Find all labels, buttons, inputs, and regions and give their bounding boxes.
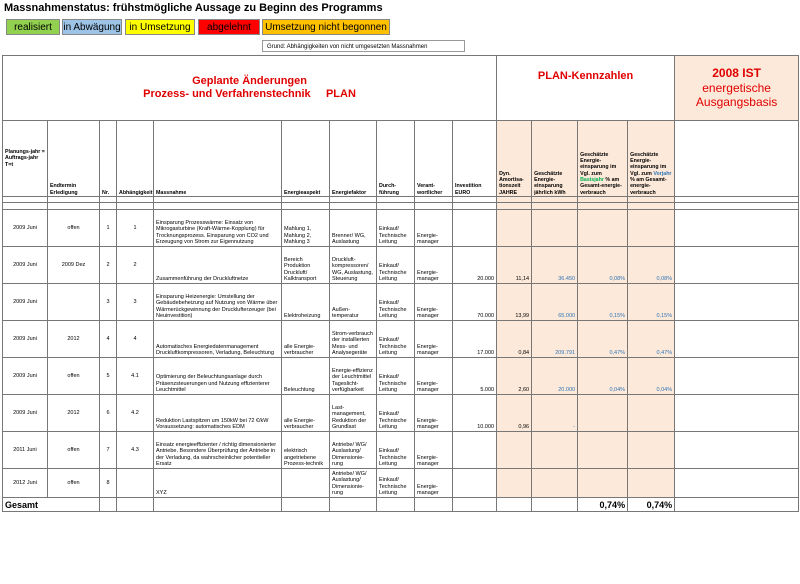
cell-energiefaktor: Druckluft-kompressoren/ WG, Auslastung, Steuerung: [330, 247, 377, 284]
cell-energiefaktor: Antriebe/ WG/ Auslastung/ Dimensionie-rung: [330, 432, 377, 469]
cell-massnahme: Einsparung Heizenergie: Umstellung der Gebäudebeheizung auf Nutzung von Wärme über Wärmerückgewinnung der Drucklufterzeuger (bei Neuinvestition): [154, 284, 282, 321]
cell-endtermin: [48, 284, 100, 321]
table-row: [3, 284, 799, 321]
cell-energieaspekt: Bereich Produktion Druckluft/ Kalktransport: [282, 247, 330, 284]
total-label: Gesamt: [3, 498, 100, 512]
reason-note: Grund: Abhängigkeiten von nicht umgesetzten Massnahmen: [262, 40, 465, 52]
kpi-title: PLAN-Kennzahlen: [537, 70, 634, 82]
col-vorjahr: [628, 121, 675, 197]
page-title: Massnahmenstatus: frühstmögliche Aussage zu Beginn des Programms: [4, 2, 383, 14]
cell-ist: [675, 247, 799, 284]
cell-planungsjahr: 2009 Juni: [3, 321, 48, 358]
col-investition: Investition EURO: [453, 121, 497, 197]
cell-planungsjahr: 2009 Juni: [3, 210, 48, 247]
cell-verantwortlicher: Energie-manager: [415, 432, 453, 469]
cell-energiefaktor: Brenner/ WG, Auslastung: [330, 210, 377, 247]
cell-einsparung: [532, 432, 578, 469]
cell-ist: [675, 469, 799, 498]
ist-header: [675, 56, 799, 121]
total-basis: 0,74%: [578, 498, 628, 512]
cell-abhaengigkeit: 4: [117, 321, 154, 358]
cell-energiefaktor: Strom-verbrauch der installierten Mess- und Analysegeräte: [330, 321, 377, 358]
cell-amortisation: [497, 469, 532, 498]
cell-energieaspekt: alle Energie-verbraucher: [282, 321, 330, 358]
ist-line1: 2008 IST: [712, 66, 761, 81]
cell-planungsjahr: 2009 Juni: [3, 395, 48, 432]
col-abhaengigkeit: Abhängigkeit: [117, 121, 154, 197]
col-einsparung: Geschätzte Energie-einsparung jährlich kWh: [532, 121, 578, 197]
cell-basisjahr: [578, 469, 628, 498]
col-basisjahr-pre: Geschätzte Energie-einsparung im Vgl. zum: [580, 151, 617, 177]
cell-endtermin: 2012: [48, 321, 100, 358]
cell-nr: 8: [100, 469, 117, 498]
cell-energieaspekt: [282, 469, 330, 498]
cell-investition: [453, 469, 497, 498]
col-vorjahr-pre: Geschätzte Energie-einsparung im Vgl. zum: [630, 151, 667, 177]
cell-investition: 20.000: [453, 247, 497, 284]
cell-basisjahr: 0,04%: [578, 358, 628, 395]
cell-nr: 4: [100, 321, 117, 358]
cell-abhaengigkeit: 3: [117, 284, 154, 321]
col-vorjahr-post: % am Gesamt-energie-verbrauch: [630, 176, 667, 196]
cell-einsparung: 20.000: [532, 358, 578, 395]
plan-header: [3, 56, 497, 121]
col-basisjahr-post: % am Gesamt-energie-verbrauch: [580, 176, 622, 196]
cell-investition: [453, 432, 497, 469]
cell-durchfuehrung: Einkauf/ Technische Leitung: [377, 358, 415, 395]
cell-basisjahr: [578, 395, 628, 432]
cell-durchfuehrung: Einkauf/ Technische Leitung: [377, 247, 415, 284]
table-row: [3, 395, 799, 432]
cell-amortisation: 13,99: [497, 284, 532, 321]
cell-investition: 5.000: [453, 358, 497, 395]
col-nr: Nr.: [100, 121, 117, 197]
cell-nr: 7: [100, 432, 117, 469]
col-energieaspekt: Energieaspekt: [282, 121, 330, 197]
cell-ist: [675, 210, 799, 247]
cell-durchfuehrung: Einkauf/ Technische Leitung: [377, 469, 415, 498]
cell-vorjahr: 0,08%: [628, 247, 675, 284]
cell-verantwortlicher: Energie-manager: [415, 469, 453, 498]
col-verantwortlicher: Verant-wortlicher: [415, 121, 453, 197]
cell-nr: 1: [100, 210, 117, 247]
cell-basisjahr: 0,47%: [578, 321, 628, 358]
cell-basisjahr: 0,15%: [578, 284, 628, 321]
cell-endtermin: 2012: [48, 395, 100, 432]
table-row: [3, 321, 799, 358]
cell-ist: [675, 321, 799, 358]
table-row: [3, 247, 799, 284]
cell-einsparung: -: [532, 395, 578, 432]
cell-massnahme: Automatisches Energiedatenmanagement Druckluftkompressoren, Verladung, Beleuchtung: [154, 321, 282, 358]
cell-abhaengigkeit: 2: [117, 247, 154, 284]
cell-einsparung: [532, 210, 578, 247]
cell-massnahme: Reduktion Lastspitzen um 150kW bei 72 €/kW Voraussetzung: automatisches EDM: [154, 395, 282, 432]
cell-investition: 70.000: [453, 284, 497, 321]
cell-massnahme: Einsatz energieeffizienter / richtig dimensionierter Antriebe. Besondere Überprüfung der Antriebe in der Verladung, da wahrscheinlicher potentieller Ersatz: [154, 432, 282, 469]
cell-nr: 6: [100, 395, 117, 432]
cell-nr: 2: [100, 247, 117, 284]
cell-einsparung: 65.000: [532, 284, 578, 321]
col-basisjahr-word: Basisjahr: [580, 176, 604, 183]
col-massnahme: Massnahme: [154, 121, 282, 197]
legend-abgelehnt: abgelehnt: [198, 19, 260, 35]
cell-ist: [675, 432, 799, 469]
col-basisjahr: [578, 121, 628, 197]
cell-einsparung: 209.791: [532, 321, 578, 358]
cell-durchfuehrung: Einkauf/ Technische Leitung: [377, 432, 415, 469]
cell-abhaengigkeit: [117, 469, 154, 498]
cell-energiefaktor: Last-management, Reduktion der Grundlast: [330, 395, 377, 432]
cell-planungsjahr: 2009 Juni: [3, 284, 48, 321]
cell-verantwortlicher: Energie-manager: [415, 395, 453, 432]
col-durchfuehrung: Durch-führung: [377, 121, 415, 197]
cell-energieaspekt: Beleuchtung: [282, 358, 330, 395]
legend-in-umsetzung: in Umsetzung: [125, 19, 195, 35]
ist-line2: energetische: [702, 80, 771, 95]
col-amortisation: Dyn. Amortisa-tionszeit JAHRE: [497, 121, 532, 197]
cell-vorjahr: [628, 395, 675, 432]
cell-durchfuehrung: Einkauf/ Technische Leitung: [377, 284, 415, 321]
cell-vorjahr: 0,15%: [628, 284, 675, 321]
table-row: [3, 432, 799, 469]
legend-realisiert: realisiert: [6, 19, 60, 35]
cell-vorjahr: [628, 432, 675, 469]
cell-abhaengigkeit: 4.3: [117, 432, 154, 469]
cell-endtermin: offen: [48, 432, 100, 469]
plan-word: PLAN: [325, 88, 356, 100]
cell-massnahme: XYZ: [154, 469, 282, 498]
cell-verantwortlicher: Energie-manager: [415, 358, 453, 395]
cell-vorjahr: 0,47%: [628, 321, 675, 358]
cell-ist: [675, 358, 799, 395]
cell-basisjahr: [578, 432, 628, 469]
cell-energiefaktor: Außen-temperatur: [330, 284, 377, 321]
cell-vorjahr: [628, 210, 675, 247]
cell-basisjahr: [578, 210, 628, 247]
cell-energieaspekt: Elektroheizung: [282, 284, 330, 321]
cell-durchfuehrung: Einkauf/ Technische Leitung: [377, 321, 415, 358]
cell-energiefaktor: Antriebe/ WG/ Auslastung/ Dimensionie-rung: [330, 469, 377, 498]
cell-ist: [675, 284, 799, 321]
cell-massnahme: Einsparung Prozesswärme: Einsatz von Mikrogasturbine (Kraft-Wärme-Kopplung) für Trocknungsprozess. Einsparung von CO2 und Erzeugung von Strom zur Eigennutzung: [154, 210, 282, 247]
cell-massnahme: Optimierung der Beleuchtungsanlage durch Präsenzsteuerungen und Nutzung effizienterer Leuchtmittel: [154, 358, 282, 395]
cell-massnahme: Zusammenführung der Druckluftnetze: [154, 247, 282, 284]
cell-vorjahr: [628, 469, 675, 498]
cell-verantwortlicher: Energie-manager: [415, 247, 453, 284]
cell-planungsjahr: 2009 Juni: [3, 247, 48, 284]
cell-nr: 5: [100, 358, 117, 395]
cell-planungsjahr: 2012 Juni: [3, 469, 48, 498]
legend-umsetzung-nicht-begonnen: Umsetzung nicht begonnen: [262, 19, 390, 35]
cell-abhaengigkeit: 1: [117, 210, 154, 247]
cell-energieaspekt: elektrisch angetriebene Prozess-technik: [282, 432, 330, 469]
cell-investition: 17.000: [453, 321, 497, 358]
cell-endtermin: offen: [48, 469, 100, 498]
cell-amortisation: 0,84: [497, 321, 532, 358]
col-ist: [675, 121, 799, 197]
plan-title: Geplante Änderungen: [192, 74, 307, 87]
cell-endtermin: offen: [48, 210, 100, 247]
cell-basisjahr: 0,08%: [578, 247, 628, 284]
table-row: [3, 358, 799, 395]
col-planungsjahr: Planungs-jahr = Auftrags-jahr T=t: [3, 121, 48, 197]
cell-amortisation: [497, 432, 532, 469]
cell-ist: [675, 395, 799, 432]
cell-planungsjahr: 2011 Juni: [3, 432, 48, 469]
cell-einsparung: [532, 469, 578, 498]
cell-investition: [453, 210, 497, 247]
cell-verantwortlicher: Energie-manager: [415, 210, 453, 247]
cell-amortisation: 11,14: [497, 247, 532, 284]
plan-subtitle: Prozess- und Verfahrenstechnik: [143, 88, 311, 100]
cell-verantwortlicher: Energie-manager: [415, 284, 453, 321]
cell-energieaspekt: alle Energie-verbraucher: [282, 395, 330, 432]
cell-endtermin: offen: [48, 358, 100, 395]
cell-nr: 3: [100, 284, 117, 321]
cell-einsparung: 36.450: [532, 247, 578, 284]
col-endtermin: Endtermin Erledigung: [48, 121, 100, 197]
cell-amortisation: 2,60: [497, 358, 532, 395]
total-vorjahr: 0,74%: [628, 498, 675, 512]
massnahmen-table: [2, 55, 799, 512]
cell-abhaengigkeit: 4.2: [117, 395, 154, 432]
cell-planungsjahr: 2009 Juni: [3, 358, 48, 395]
cell-verantwortlicher: Energie-manager: [415, 321, 453, 358]
cell-energieaspekt: Mahlung 1, Mahlung 2, Mahlung 3: [282, 210, 330, 247]
legend-in-abwaegung: in Abwägung: [62, 19, 122, 35]
cell-abhaengigkeit: 4.1: [117, 358, 154, 395]
table-row: [3, 469, 799, 498]
kpi-header: [497, 56, 675, 121]
table-row: [3, 210, 799, 247]
ist-line3: Ausgangsbasis: [695, 95, 778, 110]
cell-amortisation: [497, 210, 532, 247]
cell-energiefaktor: Energie-effizienz der Leuchtmittel Tageslicht-verfügbarkeit: [330, 358, 377, 395]
col-vorjahr-word: Vorjahr: [653, 170, 672, 177]
cell-endtermin: 2009 Dez: [48, 247, 100, 284]
cell-vorjahr: 0,04%: [628, 358, 675, 395]
cell-durchfuehrung: Einkauf/ Technische Leitung: [377, 210, 415, 247]
cell-investition: 10.000: [453, 395, 497, 432]
cell-durchfuehrung: Einkauf/ Technische Leitung: [377, 395, 415, 432]
col-energiefaktor: Energiefaktor: [330, 121, 377, 197]
cell-amortisation: 0,96: [497, 395, 532, 432]
